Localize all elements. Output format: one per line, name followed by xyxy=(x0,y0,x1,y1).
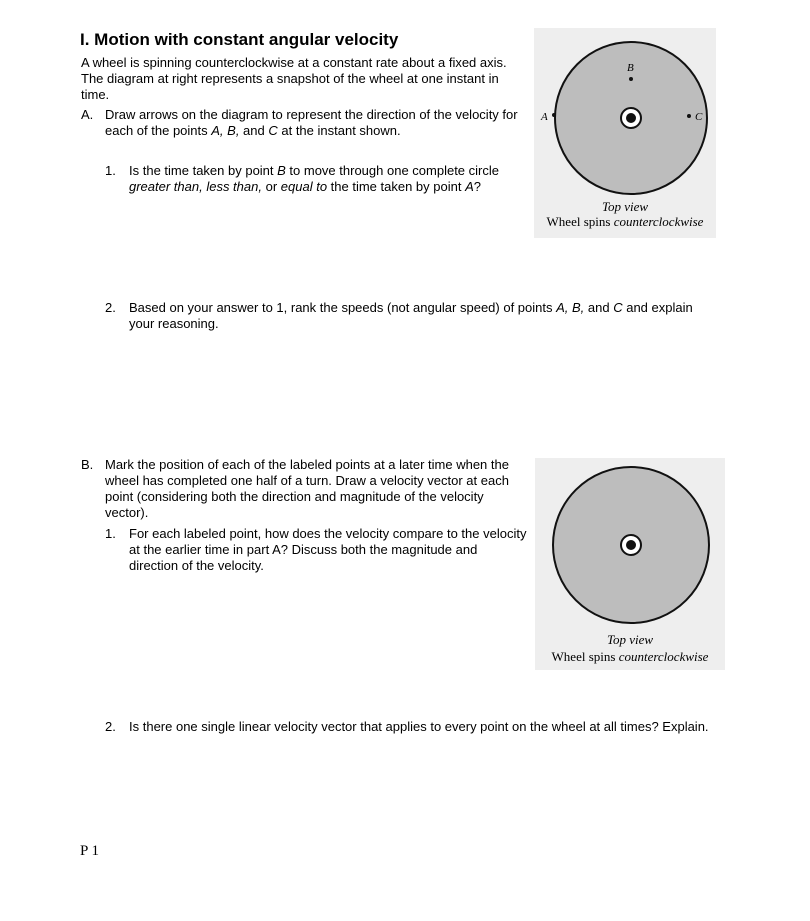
part-a-q2-marker: 2. xyxy=(105,300,116,315)
part-a-text: Draw arrows on the diagram to represent the direction of the velocity for each of the points A, B, and C at the instant shown. xyxy=(105,107,518,138)
axle-center xyxy=(626,540,636,550)
point-b-dot xyxy=(629,77,633,81)
label-b: B xyxy=(627,62,634,74)
page-number: P 1 xyxy=(80,843,100,859)
part-b-q2-text: Is there one single linear velocity vector that applies to every point on the wheel at all times? Explain. xyxy=(129,719,709,734)
intro-paragraph: A wheel is spinning counterclockwise at a constant rate about a fixed axis. The diagram at right represents a snapshot of the wheel at one instant in time. xyxy=(81,55,507,102)
part-a-q1-text: Is the time taken by point B to move through one complete circle greater than, less than, or equal to the time taken by point A? xyxy=(129,163,499,194)
part-b-q2-marker: 2. xyxy=(105,719,116,734)
label-a: A xyxy=(541,111,548,123)
section-title: I. Motion with constant angular velocity xyxy=(80,30,399,49)
point-c-dot xyxy=(687,114,691,118)
part-a-q2-text: Based on your answer to 1, rank the speeds (not angular speed) of points A, B, and C and explain your reasoning. xyxy=(129,300,693,331)
wheel-figure-1 xyxy=(534,28,716,238)
point-a-dot xyxy=(552,113,556,117)
part-b-text: Mark the position of each of the labeled points at a later time when the wheel has completed one half of a turn. Draw a velocity vector at each point (considering both the direction and magnitude of the velocity vector). xyxy=(105,457,509,520)
part-b-marker: B. xyxy=(81,457,94,472)
part-b-q1-marker: 1. xyxy=(105,526,116,541)
figure-1-caption-line2: Wheel spins counterclockwise xyxy=(546,214,704,229)
part-b-q1-text: For each labeled point, how does the velocity compare to the velocity at the earlier time in part A? Discuss both the magnitude and direction of the velocity. xyxy=(129,526,527,573)
figure-1-caption-line1: Top view xyxy=(601,199,649,214)
figure-2-caption-line2: Wheel spins counterclockwise xyxy=(551,649,709,664)
part-a-q1-marker: 1. xyxy=(105,163,116,178)
figure-2-caption-line1: Top view xyxy=(606,632,654,647)
axle-center xyxy=(626,113,636,123)
wheel-figure-2 xyxy=(535,458,725,670)
label-c: C xyxy=(695,111,703,123)
part-a-marker: A. xyxy=(81,107,94,122)
